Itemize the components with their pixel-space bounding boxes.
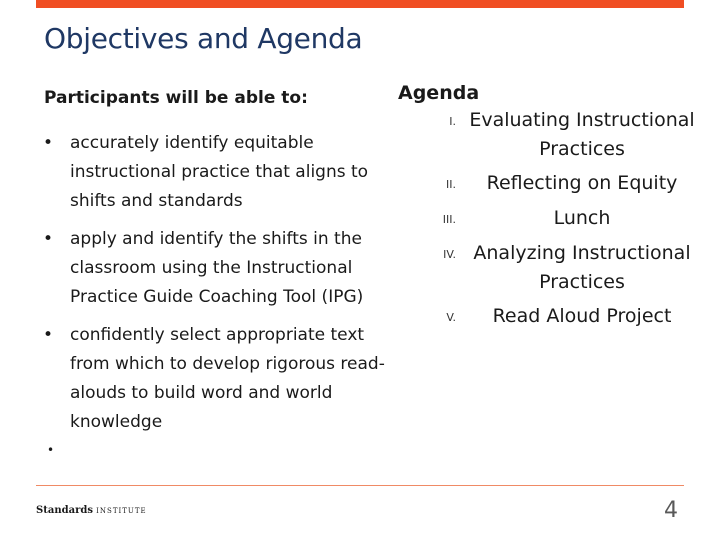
objective-item <box>40 225 408 312</box>
bullet-icon: • <box>43 325 54 345</box>
objectives-heading: Participants will be able to: <box>44 88 308 108</box>
objective-text: apply and identify the shifts in the classroom using the Instructional Practice Guide Coaching Tool (IPG) <box>70 229 364 307</box>
agenda-number: I. <box>449 115 456 128</box>
objectives-column <box>40 88 408 446</box>
objective-item <box>40 129 408 216</box>
bullet-icon: • <box>43 229 54 249</box>
objective-text: accurately identify equitable instructional practice that aligns to shifts and standards <box>70 133 369 211</box>
standards-institute-logo <box>36 505 147 516</box>
bullet-icon: • <box>43 133 54 153</box>
agenda-text: Lunch <box>553 207 611 229</box>
agenda-item <box>398 302 698 332</box>
empty-bullet-icon: • <box>47 443 55 457</box>
agenda-column <box>398 82 698 337</box>
agenda-number: II. <box>446 178 456 191</box>
page-number: 4 <box>664 498 678 523</box>
agenda-text: Read Aloud Project <box>492 305 672 327</box>
agenda-item <box>398 204 698 234</box>
agenda-text: Analyzing Instructional Practices <box>473 242 691 293</box>
logo-main-text: Standards <box>36 505 93 516</box>
top-accent-bar <box>36 0 684 8</box>
agenda-text: Reflecting on Equity <box>486 172 678 194</box>
agenda-heading: Agenda <box>398 82 480 104</box>
agenda-number: III. <box>442 213 456 226</box>
footer-divider <box>36 485 684 486</box>
agenda-text: Evaluating Instructional Practices <box>469 109 695 160</box>
agenda-number: IV. <box>443 248 456 261</box>
objective-item <box>40 321 408 437</box>
logo-sub-text: INSTITUTE <box>96 507 147 515</box>
agenda-item <box>398 239 698 297</box>
slide-title: Objectives and Agenda <box>44 22 363 55</box>
agenda-item <box>398 169 698 199</box>
agenda-number: V. <box>446 311 456 324</box>
objective-text: confidently select appropriate text from which to develop rigorous read-alouds to build word and world knowledge <box>70 325 385 432</box>
agenda-item <box>398 106 698 164</box>
